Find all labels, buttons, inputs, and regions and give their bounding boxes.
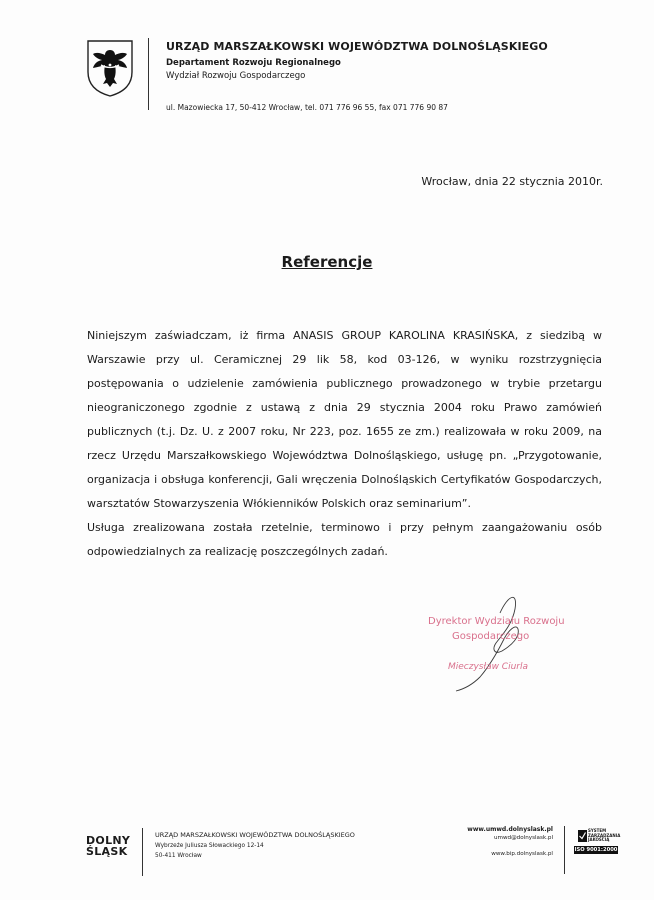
body-paragraph: Niniejszym zaświadczam, iż firma ANASIS GROUP KAROLINA KRASIŃSKA, z siedzibą w Warszawie przy ul. Ceramicznej 29 lik 58, kod 03-126, w wyniku rozstrzygnięcia postępowania o udzielenie zamówienia publicznego prowadzonego w trybie przetargu nieograniczonego zgodnie z ustawą z dnia 29 stycznia 2004 roku Prawo zamówień publicznych (t.j. Dz. U. z 2007 roku, Nr 223, poz. 1655 ze zm.) realizowała w roku 2009, na rzecz Urzędu Marszałkowskiego Województwa Dolnośląskiego, usługę pn. „Przygotowanie, organizacja i obsługa konferencji, Gali wręczenia Dolnośląskich Certyfikatów Gospodarczych, warsztatów Stowarzyszenia Włókienników Polskich oraz seminarium”. xyxy=(87,329,602,510)
header-address: ul. Mazowiecka 17, 50-412 Wrocław, tel. 071 776 96 55, fax 071 776 90 87 xyxy=(166,103,448,112)
dolny-slask-logo xyxy=(86,835,130,857)
letter-date: Wrocław, dnia 22 stycznia 2010r. xyxy=(421,175,603,188)
footer-address-street: Wybrzeże Juliusza Słowackiego 12-14 xyxy=(155,843,264,849)
division-name: Wydział Rozwoju Gospodarczego xyxy=(166,71,306,81)
logo-line: ŚLĄSK xyxy=(86,845,128,858)
footer-address-city: 50-411 Wrocław xyxy=(155,853,202,859)
footer-website: www.umwd.dolnyslask.pl xyxy=(467,826,553,833)
letter-body xyxy=(87,324,602,564)
footer-bip-website: www.bip.dolnyslask.pl xyxy=(491,851,553,857)
footer-divider xyxy=(564,826,565,874)
header-divider xyxy=(148,38,149,110)
quality-cert-label: SYSTEM ZARZĄDZANIA JAKOŚCIĄ xyxy=(588,828,621,842)
logo-line: DOLNY xyxy=(86,834,131,847)
footer-email: umwd@dolnyslask.pl xyxy=(493,835,553,841)
department-name: Departament Rozwoju Regionalnego xyxy=(166,58,341,68)
signature-stamp-title-cont: Gospodarczego xyxy=(452,631,530,642)
iso-badge: ISO 9001:2000 xyxy=(574,847,618,853)
body-paragraph: Usługa zrealizowana została rzetelnie, terminowo i przy pełnym zaangażowaniu osób odpowiedzialnych za realizację poszczególnych zadań. xyxy=(87,521,602,558)
footer-divider xyxy=(142,828,143,876)
footer-office-name: URZĄD MARSZAŁKOWSKI WOJEWÓDZTWA DOLNOŚLĄSKIEGO xyxy=(155,831,355,839)
office-name: URZĄD MARSZAŁKOWSKI WOJEWÓDZTWA DOLNOŚLĄSKIEGO xyxy=(166,40,548,53)
document-title: Referencje xyxy=(281,253,373,271)
signature-stamp-title: Dyrektor Wydziału Rozwoju xyxy=(428,616,565,627)
silesian-eagle-icon xyxy=(85,38,135,98)
signatory-name-stamp: Mieczysław Ciurla xyxy=(448,662,529,672)
